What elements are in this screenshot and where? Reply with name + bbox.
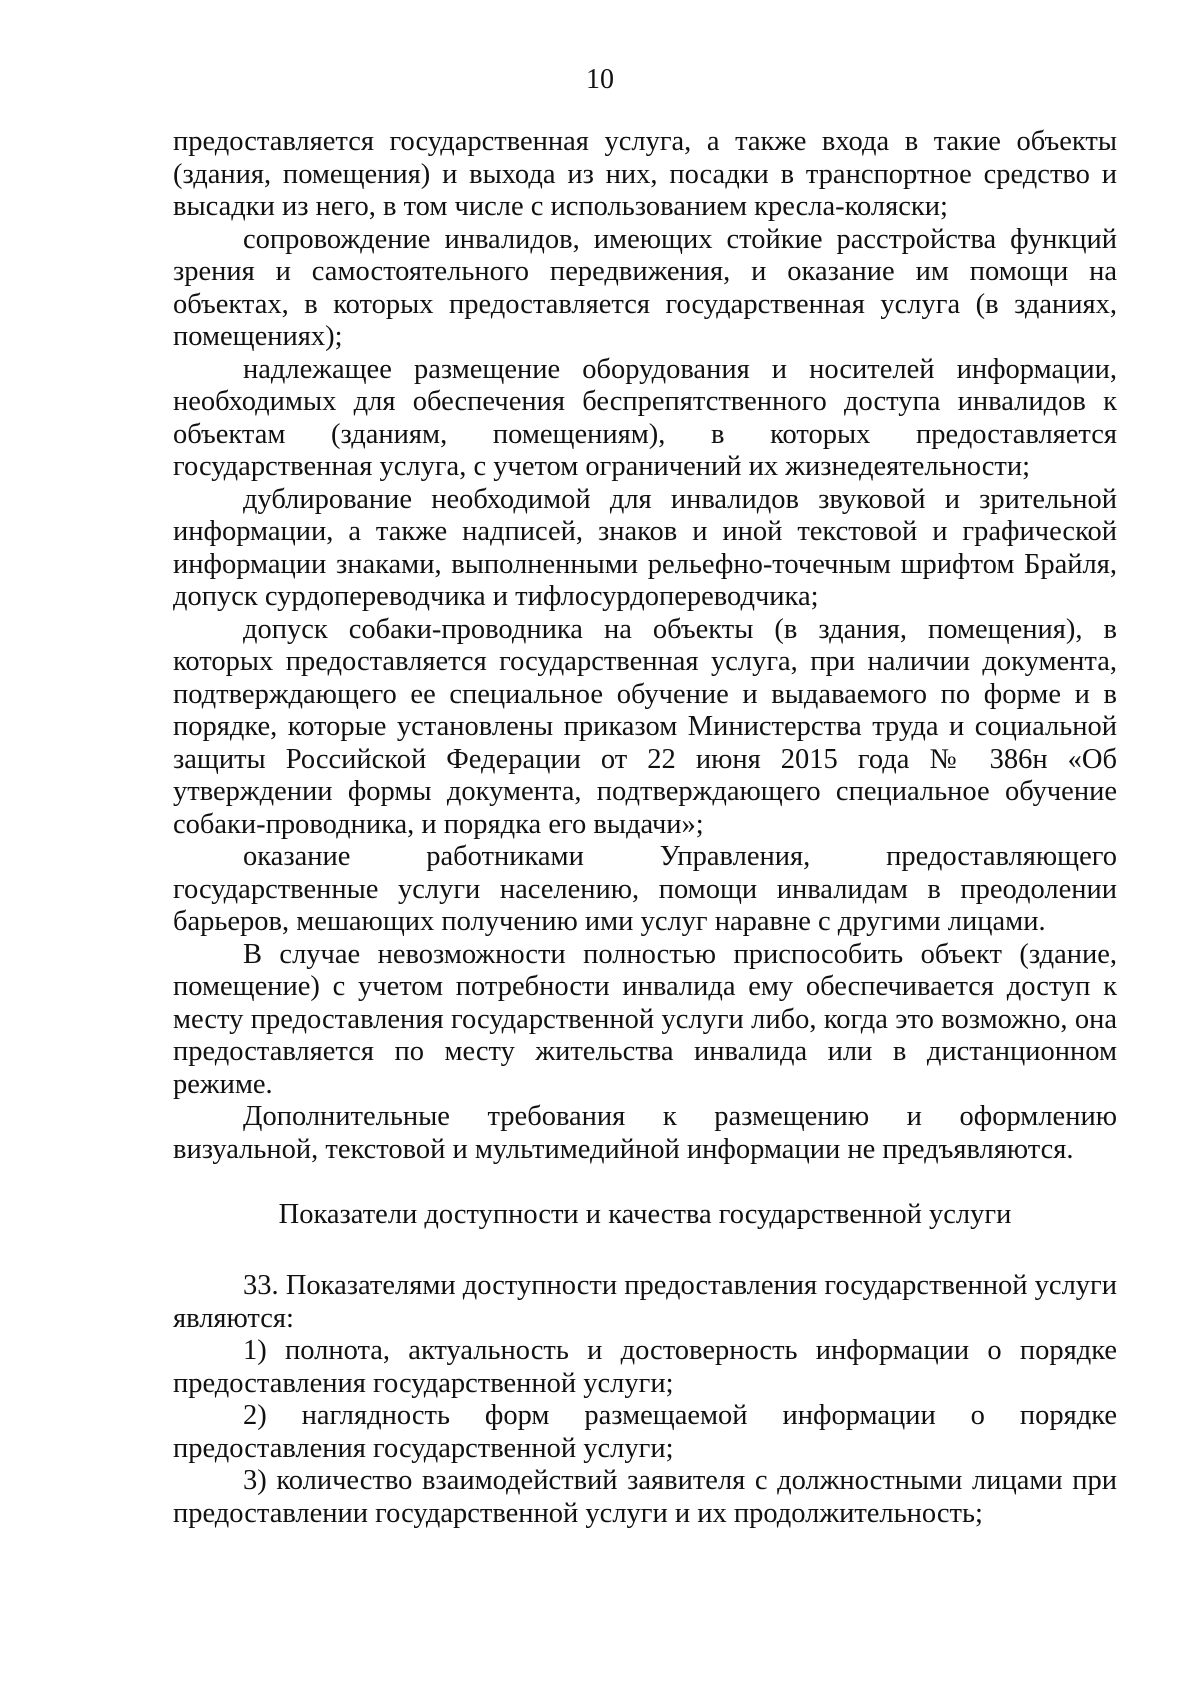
paragraph-staff-assistance: оказание работниками Управления, предоставляющего государственные услуги населению, помощи инвалидам в преодолении барьеров, мешающих получению ими услуг наравне с другими лицами. xyxy=(173,841,1117,937)
paragraph-item-33: 33. Показателями доступности предоставления государственной услуги являются: xyxy=(173,1270,1117,1334)
body-text-bottom xyxy=(173,1270,1117,1530)
paragraph-guide-dog: допуск собаки-проводника на объекты (в здания, помещения), в которых предоставляется государственная услуга, при наличии документа, подтверждающего ее специальное обучение и выдаваемого по форме и в порядке, которые установлены приказом Министерства труда и социальной защиты Российской Федерации от 22 июня 2015 года № 386н «Об утверждении формы документа, подтверждающего специальное обучение собаки-проводника, и порядка его выдачи»; xyxy=(173,613,1117,840)
list-item-3: 3) количество взаимодействий заявителя с должностными лицами при предоставлении государственной услуги и их продолжительность; xyxy=(173,1465,1117,1529)
section-heading: Показатели доступности и качества государственной услуги xyxy=(278,1199,1012,1230)
list-item-1: 1) полнота, актуальность и достоверность информации о порядке предоставления государственной услуги; xyxy=(173,1335,1117,1399)
paragraph-additional-requirements: Дополнительные требования к размещению и оформлению визуальной, текстовой и мультимедийной информации не предъявляются. xyxy=(173,1101,1117,1165)
paragraph-escort: сопровождение инвалидов, имеющих стойкие расстройства функций зрения и самостоятельного передвижения, и оказание им помощи на объектах, в которых предоставляется государственная услуга (в зданиях, помещениях); xyxy=(173,223,1117,352)
paragraph-braille: дублирование необходимой для инвалидов звуковой и зрительной информации, а также надписей, знаков и иной текстовой и графической информации знаками, выполненными рельефно-точечным шрифтом Брайля, допуск сурдопереводчика и тифлосурдопереводчика; xyxy=(173,483,1117,612)
paragraph-equipment: надлежащее размещение оборудования и носителей информации, необходимых для обеспечения беспрепятственного доступа инвалидов к объектам (зданиям, помещениям), в которых предоставляется государственная услуга, с учетом ограничений их жизнедеятельности; xyxy=(173,353,1117,482)
list-item-2: 2) наглядность форм размещаемой информации о порядке предоставления государственной услуги; xyxy=(173,1400,1117,1464)
paragraph-remote-access: В случае невозможности полностью приспособить объект (здание, помещение) с учетом потребности инвалида ему обеспечивается доступ к месту предоставления государственной услуги либо, когда это возможно, она предоставляется по месту жительства инвалида или в дистанционном режиме. xyxy=(173,938,1117,1100)
page-number: 10 xyxy=(586,64,614,95)
body-text-top xyxy=(173,126,1117,1166)
paragraph-continuation: предоставляется государственная услуга, а также входа в такие объекты (здания, помещения) и выхода из них, посадки в транспортное средство и высадки из него, в том числе с использованием кресла-коляски; xyxy=(173,126,1117,222)
